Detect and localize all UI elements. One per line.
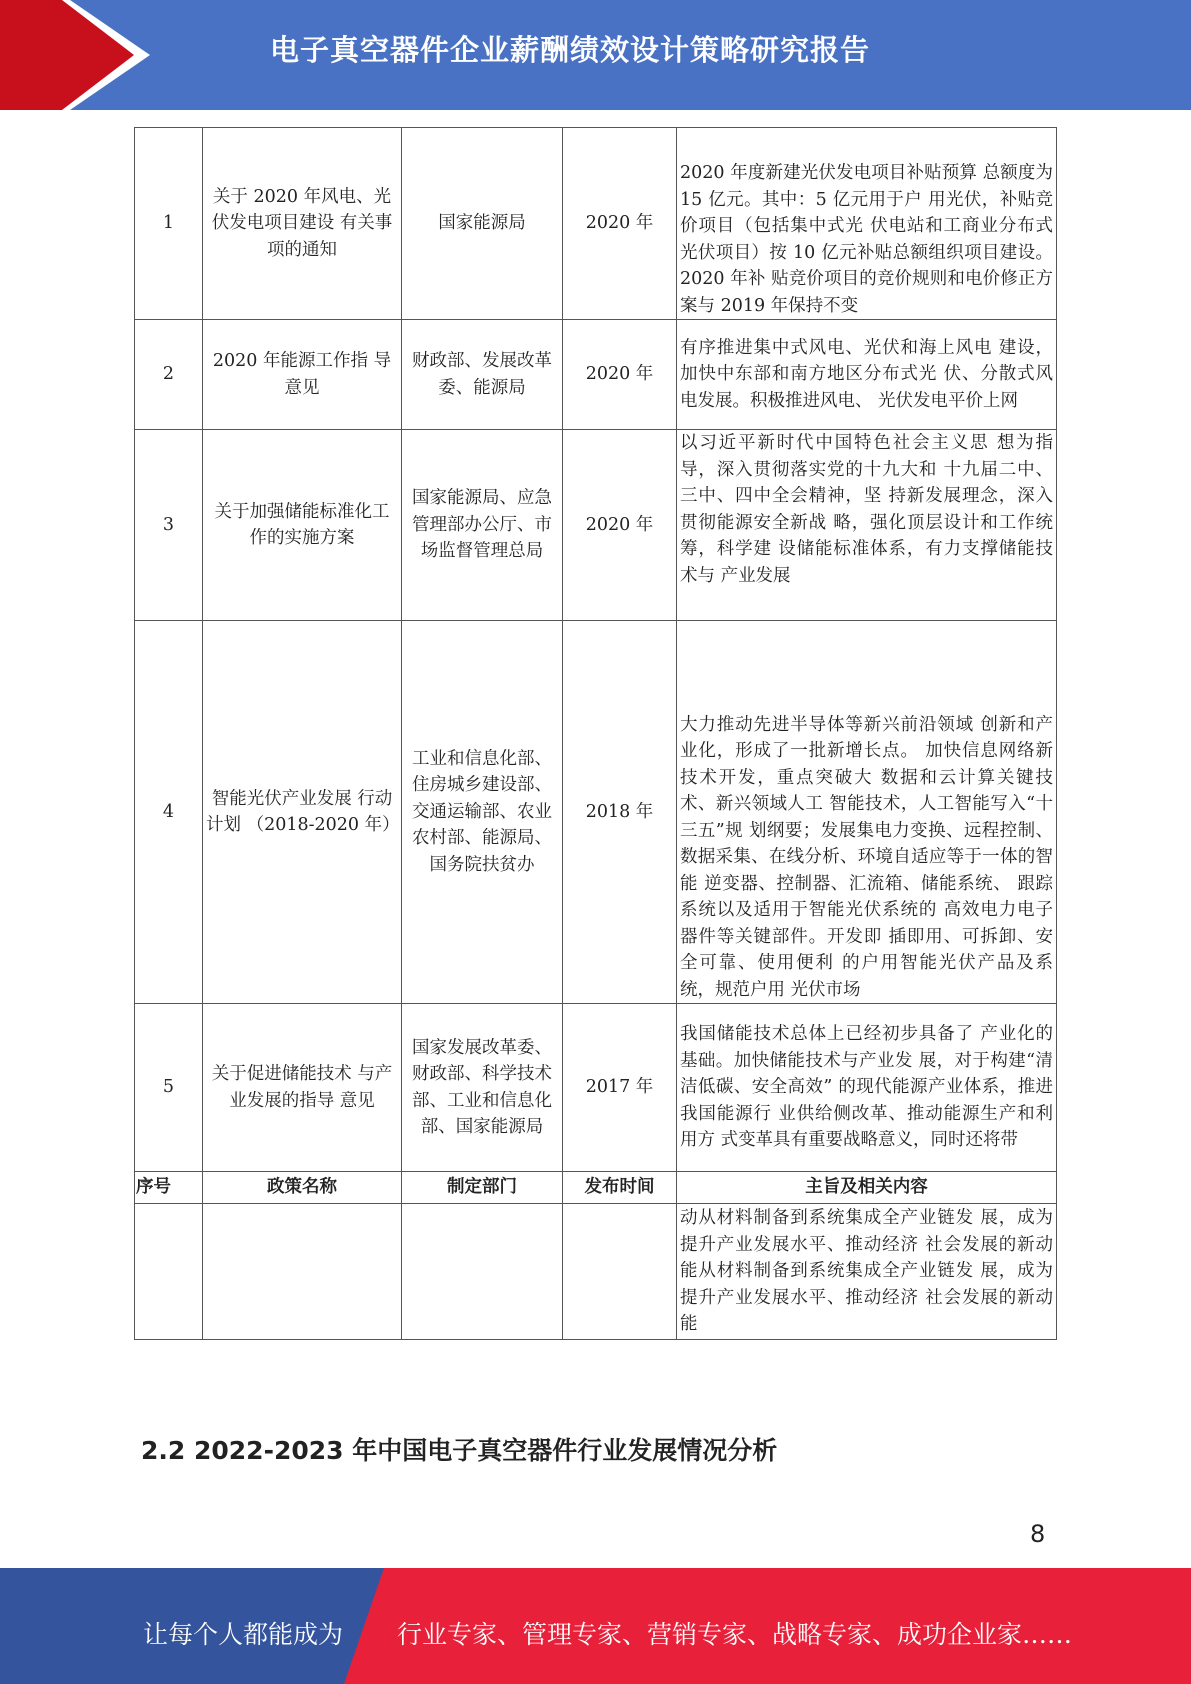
cell-policy-name: 2020 年能源工作指 导意见 (203, 320, 402, 430)
cell-department: 国家能源局、应急管理部办公厅、市场监督管理总局 (402, 430, 563, 621)
cell-department: 工业和信息化部、住房城乡建设部、交通运输部、农业农村部、能源局、国务院扶贫办 (402, 621, 563, 1004)
cell-content: 动从材料制备到系统集成全产业链发 展，成为提升产业发展水平、推动经济 社会发展的新动能从材料制备到系统集成全产业链发 展，成为提升产业发展水平、推动经济 社会发展的新动能 (677, 1204, 1057, 1340)
cell-publish-time: 2020 年 (563, 430, 677, 621)
cell-content: 有序推进集中式风电、光伏和海上风电 建设，加快中东部和南方地区分布式光 伏、分散式风电发展。积极推进风电、 光伏发电平价上网 (677, 320, 1057, 430)
header-no: 序号 (135, 1172, 203, 1204)
cell-no: 3 (135, 430, 203, 621)
table-row (135, 1004, 1057, 1172)
report-title: 电子真空器件企业薪酬绩效设计策略研究报告 (270, 33, 871, 67)
cell-department (402, 1204, 563, 1340)
cell-content: 我国储能技术总体上已经初步具备了 产业化的基础。加快储能技术与产业发 展，对于构建“清洁低碳、安全高效” 的现代能源产业体系，推进我国能源行 业供给侧改革、推动能源生产和利用方 式变革具有重要战略意义，同时还将带 (677, 1004, 1057, 1172)
header-publish-time: 发布时间 (563, 1172, 677, 1204)
policy-table (134, 127, 1057, 1340)
cell-content: 2020 年度新建光伏发电项目补贴预算 总额度为 15 亿元。其中：5 亿元用于户 用光伏，补贴竞价项目（包括集中式光 伏电站和工商业分布式光伏项目）按 10 亿元补贴总额组织项目建设。2020 年补 贴竞价项目的竞价规则和电价修正方 案与 2019 年保持不变 (677, 128, 1057, 320)
footer-slogan-left: 让每个人都能成为 (143, 1620, 344, 1649)
table-row (135, 1204, 1057, 1340)
cell-content: 以习近平新时代中国特色社会主义思 想为指导，深入贯彻落实党的十九大和 十九届二中、三中、四中全会精神，坚 持新发展理念，深入贯彻能源安全新战 略，强化顶层设计和工作统筹，科学建 设储能标准体系，有力支撑储能技术与 产业发展 (677, 430, 1057, 621)
cell-content: 大力推动先进半导体等新兴前沿领域 创新和产业化，形成了一批新增长点。 加快信息网络新技术开发，重点突破大 数据和云计算关键技术、新兴领域人工 智能技术，人工智能写入“十三五”规 划纲要；发展集电力变换、远程控制、数据采集、在线分析、环境自适应等于一体的智能 逆变器、控制器、汇流箱、储能系统、 跟踪系统以及适用于智能光伏系统的 高效电力电子器件等关键部件。开发即 插即用、可拆卸、安全可靠、使用便利 的户用智能光伏产品及系统，规范户用 光伏市场 (677, 621, 1057, 1004)
cell-publish-time: 2020 年 (563, 320, 677, 430)
cell-policy-name: 关于促进储能技术 与产业发展的指导 意见 (203, 1004, 402, 1172)
cell-no (135, 1204, 203, 1340)
footer-slogan-right: 行业专家、管理专家、营销专家、战略专家、成功企业家…… (397, 1620, 1073, 1649)
cell-no: 2 (135, 320, 203, 430)
cell-publish-time: 2018 年 (563, 621, 677, 1004)
cell-policy-name: 智能光伏产业发展 行动计划 （2018-2020 年） (203, 621, 402, 1004)
cell-no: 1 (135, 128, 203, 320)
header-department: 制定部门 (402, 1172, 563, 1204)
cell-publish-time: 2017 年 (563, 1004, 677, 1172)
cell-policy-name: 关于加强储能标准化工作的实施方案 (203, 430, 402, 621)
table-row (135, 320, 1057, 430)
page-header (0, 0, 1191, 110)
cell-policy-name: 关于 2020 年风电、光伏发电项目建设 有关事项的通知 (203, 128, 402, 320)
table-row (135, 128, 1057, 320)
table-row (135, 430, 1057, 621)
cell-department: 财政部、发展改革委、能源局 (402, 320, 563, 430)
cell-publish-time: 2020 年 (563, 128, 677, 320)
cell-department: 国家能源局 (402, 128, 563, 320)
cell-publish-time (563, 1204, 677, 1340)
cell-department: 国家发展改革委、财政部、科学技术部、工业和信息化部、国家能源局 (402, 1004, 563, 1172)
cell-no: 5 (135, 1004, 203, 1172)
cell-no: 4 (135, 621, 203, 1004)
header-policy-name: 政策名称 (203, 1172, 402, 1204)
table-row (135, 621, 1057, 1004)
table-header-row (135, 1172, 1057, 1204)
section-heading: 2.2 2022-2023 年中国电子真空器件行业发展情况分析 (141, 1436, 778, 1465)
cell-policy-name (203, 1204, 402, 1340)
header-content: 主旨及相关内容 (677, 1172, 1057, 1204)
page-footer (0, 1568, 1191, 1684)
page-number: 8 (1030, 1520, 1046, 1548)
